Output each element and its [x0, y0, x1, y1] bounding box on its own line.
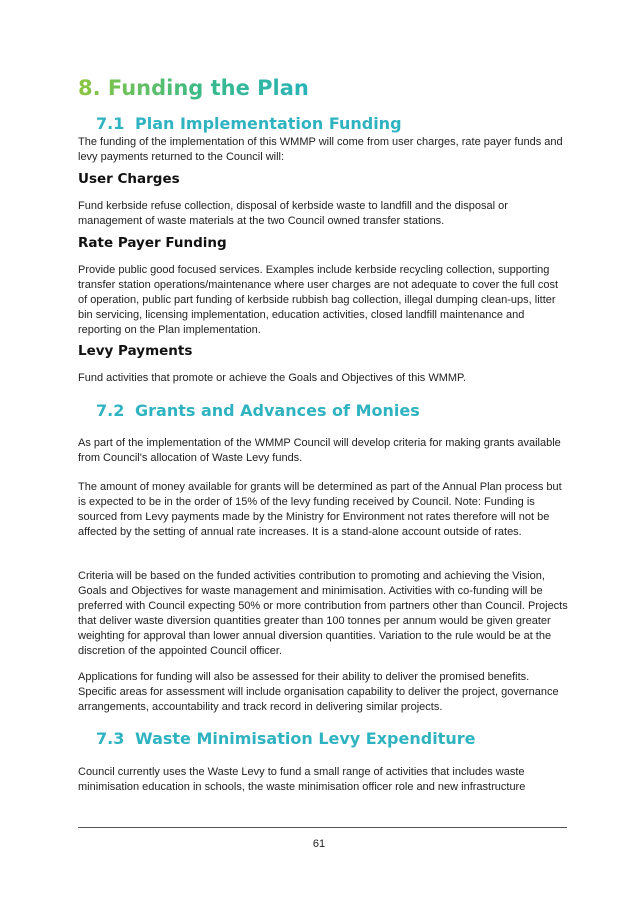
section-heading-7-1 — [96, 114, 402, 133]
subsection-text-user-charges: Fund kerbside refuse collection, disposal of kerbside waste to landfill and the disposal or management of waste materials at the two Council owned transfer stations. — [78, 200, 508, 227]
section-heading-7-3 — [96, 729, 475, 748]
subsection-heading-levy-payments: Levy Payments — [78, 343, 193, 359]
subsection-heading-rate-payer-funding: Rate Payer Funding — [78, 235, 227, 251]
subsection-text-rate-payer-funding: Provide public good focused services. Examples include kerbside recycling collection, supporting transfer station operations/maintenance where user charges are not adequate to cover the full cost of operation, public part funding of kerbside rubbish bag collection, illegal dumping clean-ups, litter bin servicing, licensing implementation, education activities, closed landfill maintenance and reporting on the Plan implementation. — [78, 264, 559, 336]
page-title: 8. Funding the Plan — [78, 76, 309, 100]
paragraph: The amount of money available for grants will be determined as part of the Annual Plan process but is expected to be in the order of 15% of the levy funding received by Council. Note: Funding is sourced from Levy payments made by the Ministry for Environment not rates therefore will not be affected by the setting of annual rate increases. It is a stand-alone account outside of rates. — [78, 481, 562, 538]
page-number: 61 — [312, 838, 326, 850]
section-intro: The funding of the implementation of this WMMP will come from user charges, rate payer funds and levy payments returned to the Council will: — [78, 136, 563, 163]
subsection-text-levy-payments: Fund activities that promote or achieve the Goals and Objectives of this WMMP. — [78, 372, 467, 384]
subsection-heading-user-charges: User Charges — [78, 171, 180, 187]
paragraph: Criteria will be based on the funded activities contribution to promoting and achieving the Vision, Goals and Objectives for waste management and minimisation. Activities with co-funding will be preferred with Council expecting 50% or more contribution from partners other than Council. Projects that deliver waste diversion quantities greater than 100 tonnes per annum would be given greater weighting for approval than lower annual diversion quantities. Variation to the rule would be at the discretion of the appointed Council officer. — [78, 570, 568, 657]
paragraph: Applications for funding will also be assessed for their ability to deliver the promised benefits. Specific areas for assessment will include organisation capability to deliver the project, governance arrangements, accountability and track record in delivering similar projects. — [78, 671, 559, 713]
section-title: Grants and Advances of Monies — [135, 401, 420, 420]
paragraph: Council currently uses the Waste Levy to fund a small range of activities that includes waste minimisation education in schools, the waste minimisation officer role and new infrastructure — [78, 766, 526, 793]
section-number: 7.3 — [96, 729, 125, 748]
footer-divider — [78, 827, 567, 828]
section-title: Plan Implementation Funding — [135, 114, 402, 133]
paragraph: As part of the implementation of the WMMP Council will develop criteria for making grants available from Council's allocation of Waste Levy funds. — [78, 437, 561, 464]
section-number: 7.2 — [96, 401, 125, 420]
section-number: 7.1 — [96, 114, 125, 133]
section-title: Waste Minimisation Levy Expenditure — [135, 729, 476, 748]
section-heading-7-2 — [96, 401, 420, 420]
